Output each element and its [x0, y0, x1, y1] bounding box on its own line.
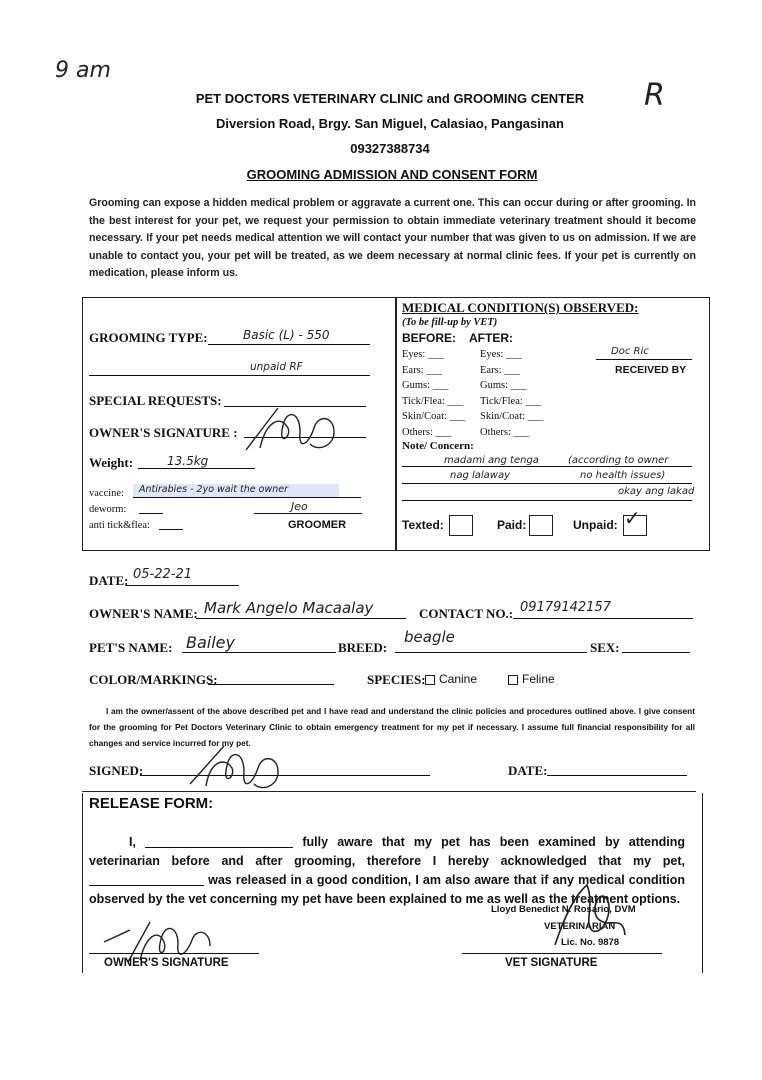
after-eyes: Eyes: ___ — [480, 349, 522, 360]
antitick-label: anti tick&flea: — [89, 520, 150, 531]
signed-signature-scribble — [180, 742, 300, 802]
before-others: Others: ___ — [402, 426, 452, 438]
contact-value: 09179142157 — [520, 600, 611, 615]
after-label: AFTER: — [469, 331, 513, 345]
contact-line — [513, 618, 693, 619]
pet-name-line — [182, 652, 336, 653]
release-frame-right — [702, 793, 703, 973]
special-requests-label: SPECIAL REQUESTS: — [89, 393, 222, 408]
medical-title: MEDICAL CONDITION(S) OBSERVED: — [402, 300, 639, 315]
color-markings-line — [208, 684, 334, 685]
groomer-line — [254, 513, 362, 514]
vet-stamp-name: Lloyd Benedict N. Rosario, DVM — [491, 904, 636, 915]
texted-box[interactable] — [449, 515, 473, 536]
note-text-2: nag lalaway — [450, 470, 511, 481]
groomer-label: GROOMER — [288, 519, 347, 531]
date-line — [125, 585, 239, 586]
note-line-1 — [402, 466, 692, 467]
note-text-3: (according to owner — [568, 455, 669, 466]
deworm-label: deworm: — [89, 504, 127, 515]
antitick-line — [159, 529, 183, 530]
after-gums: Gums: ___ — [480, 380, 527, 391]
received-by-name: Doc Ric — [611, 346, 649, 357]
signed-label: SIGNED: — [89, 763, 144, 778]
after-others: Others: ___ — [480, 426, 530, 438]
initial-annotation: R — [644, 78, 665, 113]
release-frame-left — [82, 793, 83, 973]
vet-signature-label: VET SIGNATURE — [505, 957, 598, 969]
texted-label: Texted: — [402, 518, 444, 532]
owner-signature-scribble — [238, 402, 348, 462]
after-tickflea: Tick/Flea: ___ — [480, 395, 542, 407]
breed-value: beagle — [404, 628, 455, 646]
release-title: RELEASE FORM: — [89, 795, 214, 812]
owner-name-value: Mark Angelo Macaalay — [204, 599, 374, 617]
clinic-name: PET DOCTORS VETERINARY CLINIC and GROOMING CENTER — [195, 91, 585, 106]
medical-subtitle: (To be fill-up by VET) — [402, 317, 498, 328]
time-annotation: 9 am — [55, 58, 111, 83]
grooming-type-value: Basic (L) - 550 — [243, 328, 330, 342]
sex-line — [622, 652, 690, 653]
feline-checkbox[interactable] — [508, 675, 518, 685]
deworm-line — [139, 513, 163, 514]
sex-label: SEX: — [590, 640, 620, 655]
owner-signature-label: OWNER'S SIGNATURE : — [89, 425, 238, 440]
weight-label: Weight: — [89, 455, 134, 470]
form-title: GROOMING ADMISSION AND CONSENT FORM — [246, 167, 538, 182]
vet-signature-line — [462, 953, 662, 954]
pet-name-label: PET'S NAME: — [89, 640, 173, 655]
grooming-type-label: GROOMING TYPE: — [89, 330, 208, 345]
clinic-address: Diversion Road, Brgy. San Miguel, Calasiao, Pangasinan — [216, 116, 564, 131]
canine-checkbox[interactable] — [425, 675, 435, 685]
owner-name-label: OWNER'S NAME: — [89, 606, 198, 621]
species-feline[interactable]: Feline — [505, 672, 555, 686]
signed-date-label: DATE: — [508, 763, 548, 778]
date-value: 05-22-21 — [133, 567, 193, 582]
note-text-1: madami ang tenga — [444, 455, 539, 466]
before-skincoat: Skin/Coat: ___ — [402, 411, 466, 422]
species-canine[interactable]: Canine — [422, 672, 477, 686]
weight-line — [138, 468, 255, 469]
before-tickflea: Tick/Flea: ___ — [402, 395, 464, 407]
owner-release-signature-label: OWNER'S SIGNATURE — [104, 957, 229, 969]
grooming-type-line — [208, 344, 370, 345]
paid-box[interactable] — [529, 515, 553, 536]
intro-paragraph: Grooming can expose a hidden medical problem or aggravate a current one. This can occur during or after grooming. In the best interest for your pet, we request your permission to obtain immediate veterinary treatment should it become necessary. If your pet needs medical attention we will contact your number that was given to us on admission. If we are unable to contact you, your pet will be treated, as we deem necessary at normal clinic fees. If your pet is currently on medication, please inform us. — [89, 197, 696, 279]
release-divider — [82, 791, 696, 792]
vaccine-value: Antirabies - 2yo wait the owner — [139, 484, 288, 495]
grooming-type-note: unpaid RF — [250, 361, 303, 373]
unpaid-check-mark: ✓ — [624, 506, 641, 530]
breed-line — [395, 652, 587, 653]
weight-value: 13.5kg — [167, 454, 209, 468]
note-label: Note/ Concern: — [402, 440, 474, 452]
note-line-2 — [402, 483, 692, 484]
vet-stamp-title: VETERINARIAN — [544, 921, 616, 932]
before-gums: Gums: ___ — [402, 380, 449, 391]
color-markings-label: COLOR/MARKINGS: — [89, 672, 218, 687]
before-label: BEFORE: — [402, 331, 456, 345]
owner-release-signature-line — [89, 953, 259, 954]
note-text-5: okay ang lakad — [618, 486, 695, 497]
note-line-3 — [402, 500, 692, 501]
after-ears: Ears: ___ — [480, 364, 520, 376]
consent-paragraph: I am the owner/assent of the above described pet and I have read and understand the clinic policies and procedures outlined above. I give consent for the grooming for Pet Doctors Veterinary Clinic to obtain emergency treatment for my pet if necessary. I assume full financial responsibility for all changes and service incurred for my pet. — [89, 706, 695, 748]
vaccine-line — [133, 497, 361, 498]
groomer-name: Jeo — [291, 500, 308, 513]
before-ears: Ears: ___ — [402, 364, 442, 376]
vet-stamp-lic: Lic. No. 9878 — [561, 937, 620, 948]
after-skincoat: Skin/Coat: ___ — [480, 411, 544, 422]
before-eyes: Eyes: ___ — [402, 349, 444, 360]
received-by-line — [596, 359, 692, 360]
vaccine-label: vaccine: — [89, 488, 124, 499]
contact-label: CONTACT NO.: — [419, 606, 514, 621]
note-text-4: no health issues) — [580, 470, 666, 481]
signed-date-line — [547, 775, 687, 776]
received-by-label: RECEIVED BY — [615, 364, 687, 376]
before-checklist — [402, 347, 465, 440]
clinic-phone: 09327388734 — [350, 141, 430, 156]
owner-name-line — [196, 618, 406, 619]
after-checklist — [480, 347, 543, 440]
breed-label: BREED: — [338, 640, 388, 655]
grooming-type-line-2 — [89, 375, 370, 376]
release-paragraph: I, fully aware that my pet has been examined by attending veterinarian before and after grooming, therefore I hereby acknowledged that my pet, was released in a good condition, I am also aware that if any medical condition observed by the vet concerning my pet have been explained to me as well as the treatment options. — [89, 835, 685, 906]
pet-name-value: Bailey — [186, 633, 235, 652]
species-label: SPECIES: — [367, 672, 426, 687]
unpaid-label: Unpaid: — [573, 518, 618, 532]
paid-label: Paid: — [497, 518, 527, 532]
date-label: DATE: — [89, 573, 129, 588]
vet-signature-scribble — [545, 875, 635, 955]
